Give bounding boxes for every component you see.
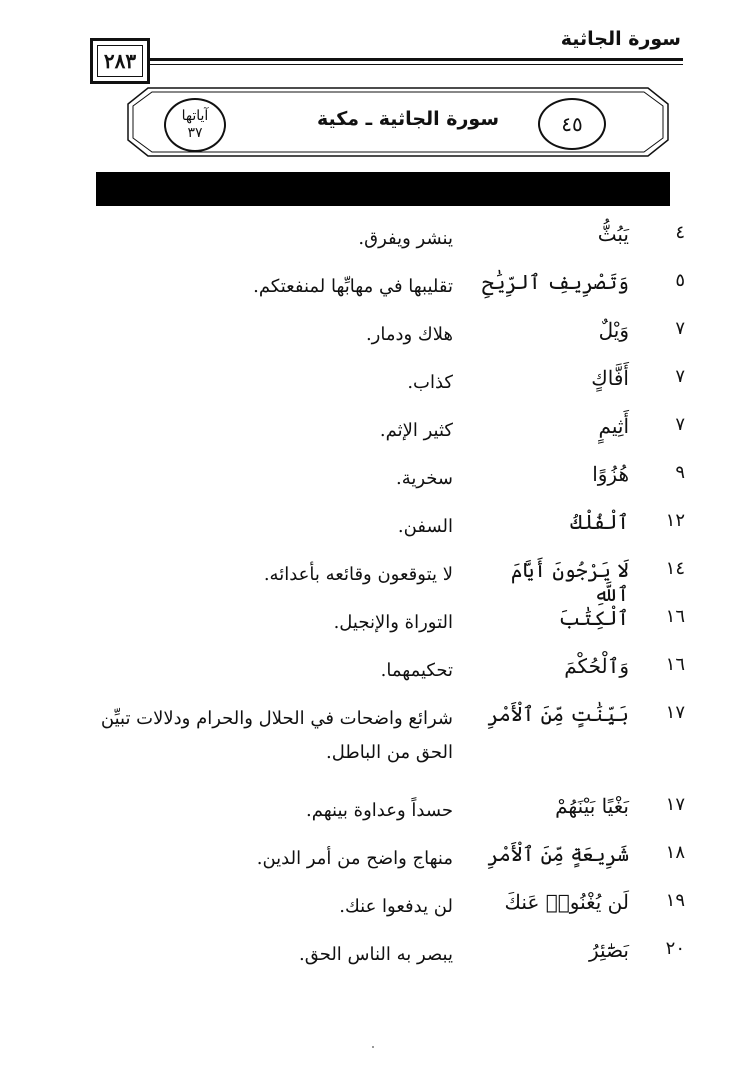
surah-number-circle — [538, 98, 606, 150]
verse-number: ١٤ — [665, 558, 685, 579]
word-meaning: كذاب. — [407, 372, 453, 393]
quran-word: ٱلْفُلْكُ — [570, 510, 629, 534]
verses-label: آياتها — [181, 108, 209, 124]
verse-number: ١٧ — [665, 794, 685, 815]
quran-word: أَثِيمٍ — [598, 414, 629, 438]
verse-number: ١٩ — [665, 890, 685, 911]
word-meaning: هلاك ودمار. — [365, 324, 453, 345]
verse-number: ٢٠ — [665, 938, 685, 959]
word-meaning: لا يتوقعون وقائعه بأعدائه. — [263, 564, 453, 585]
quran-word: ٱلْكِتَٰبَ — [558, 606, 629, 630]
word-meaning: يبصر به الناس الحق. — [298, 944, 453, 965]
verse-number: ١٦ — [665, 606, 685, 627]
section-black-bar — [96, 172, 670, 206]
verses-count: ٣٧ — [187, 125, 203, 141]
word-meaning: السفن. — [397, 516, 453, 537]
verse-number: ١٦ — [665, 654, 685, 675]
page-number-box — [90, 38, 150, 84]
page-speck — [372, 1046, 374, 1048]
word-meaning: منهاج واضح من أمر الدين. — [256, 848, 453, 869]
quran-word: يَبُثُّ — [597, 222, 629, 246]
quran-word: لَن يُغْنُوا۟ عَنكَ — [504, 890, 629, 914]
surah-title: سورة الجاثية ـ مكية — [316, 108, 500, 130]
word-meaning: تحكيمهما. — [380, 660, 453, 681]
word-meaning: التوراة والإنجيل. — [333, 612, 453, 633]
word-meaning: شرائع واضحات في الحلال والحرام ودلالات تبيِّن الحق من الباطل. — [100, 708, 453, 763]
verse-number: ٤ — [675, 222, 685, 243]
quran-word: شَرِيعَةٍ مِّنَ ٱلْأَمْرِ — [487, 842, 629, 866]
surah-banner — [126, 86, 670, 158]
word-meaning: ينشر ويفرق. — [358, 228, 453, 249]
quran-word: بَيِّنَٰتٍ مِّنَ ٱلْأَمْرِ — [487, 702, 629, 726]
quran-word: وَيْلٌ — [598, 318, 629, 342]
word-meaning: كثير الإثم. — [379, 420, 453, 441]
quran-word: بَغْيًا بَيْنَهُمْ — [555, 794, 629, 818]
verse-number: ١٨ — [665, 842, 685, 863]
verse-number: ٧ — [675, 366, 685, 387]
quran-word: لَا يَرْجُونَ أَيَّامَ ٱللَّهِ — [510, 558, 629, 606]
verse-number: ٥ — [675, 270, 685, 291]
word-meaning: لن يدفعوا عنك. — [339, 896, 453, 917]
page-number: ٢٨٣ — [103, 49, 137, 73]
verse-number: ٩ — [675, 462, 685, 483]
running-header-surah-name: سورة الجاثية — [560, 28, 681, 50]
word-meaning: حسداً وعداوة بينهم. — [306, 800, 453, 821]
quran-word: بَصَٰٓئِرُ — [589, 938, 629, 962]
word-meaning: تقليبها في مهابِّها لمنفعتكم. — [253, 276, 453, 297]
verse-number: ١٧ — [665, 702, 685, 723]
quran-word: هُزُوًا — [592, 462, 629, 486]
surah-number: ٤٥ — [561, 112, 583, 136]
quran-word: وَٱلْحُكْمَ — [564, 654, 629, 678]
verse-number: ٧ — [675, 414, 685, 435]
quran-word: أَفَّاكٍ — [591, 366, 629, 390]
quran-word: وَتَصْرِيفِ ٱلرِّيَٰحِ — [482, 270, 629, 294]
header-rule-thin — [148, 64, 683, 65]
verse-number: ١٢ — [665, 510, 685, 531]
word-meaning: سخرية. — [395, 468, 453, 489]
header-rule-thick — [148, 58, 683, 61]
verses-count-circle — [164, 98, 226, 152]
verse-number: ٧ — [675, 318, 685, 339]
